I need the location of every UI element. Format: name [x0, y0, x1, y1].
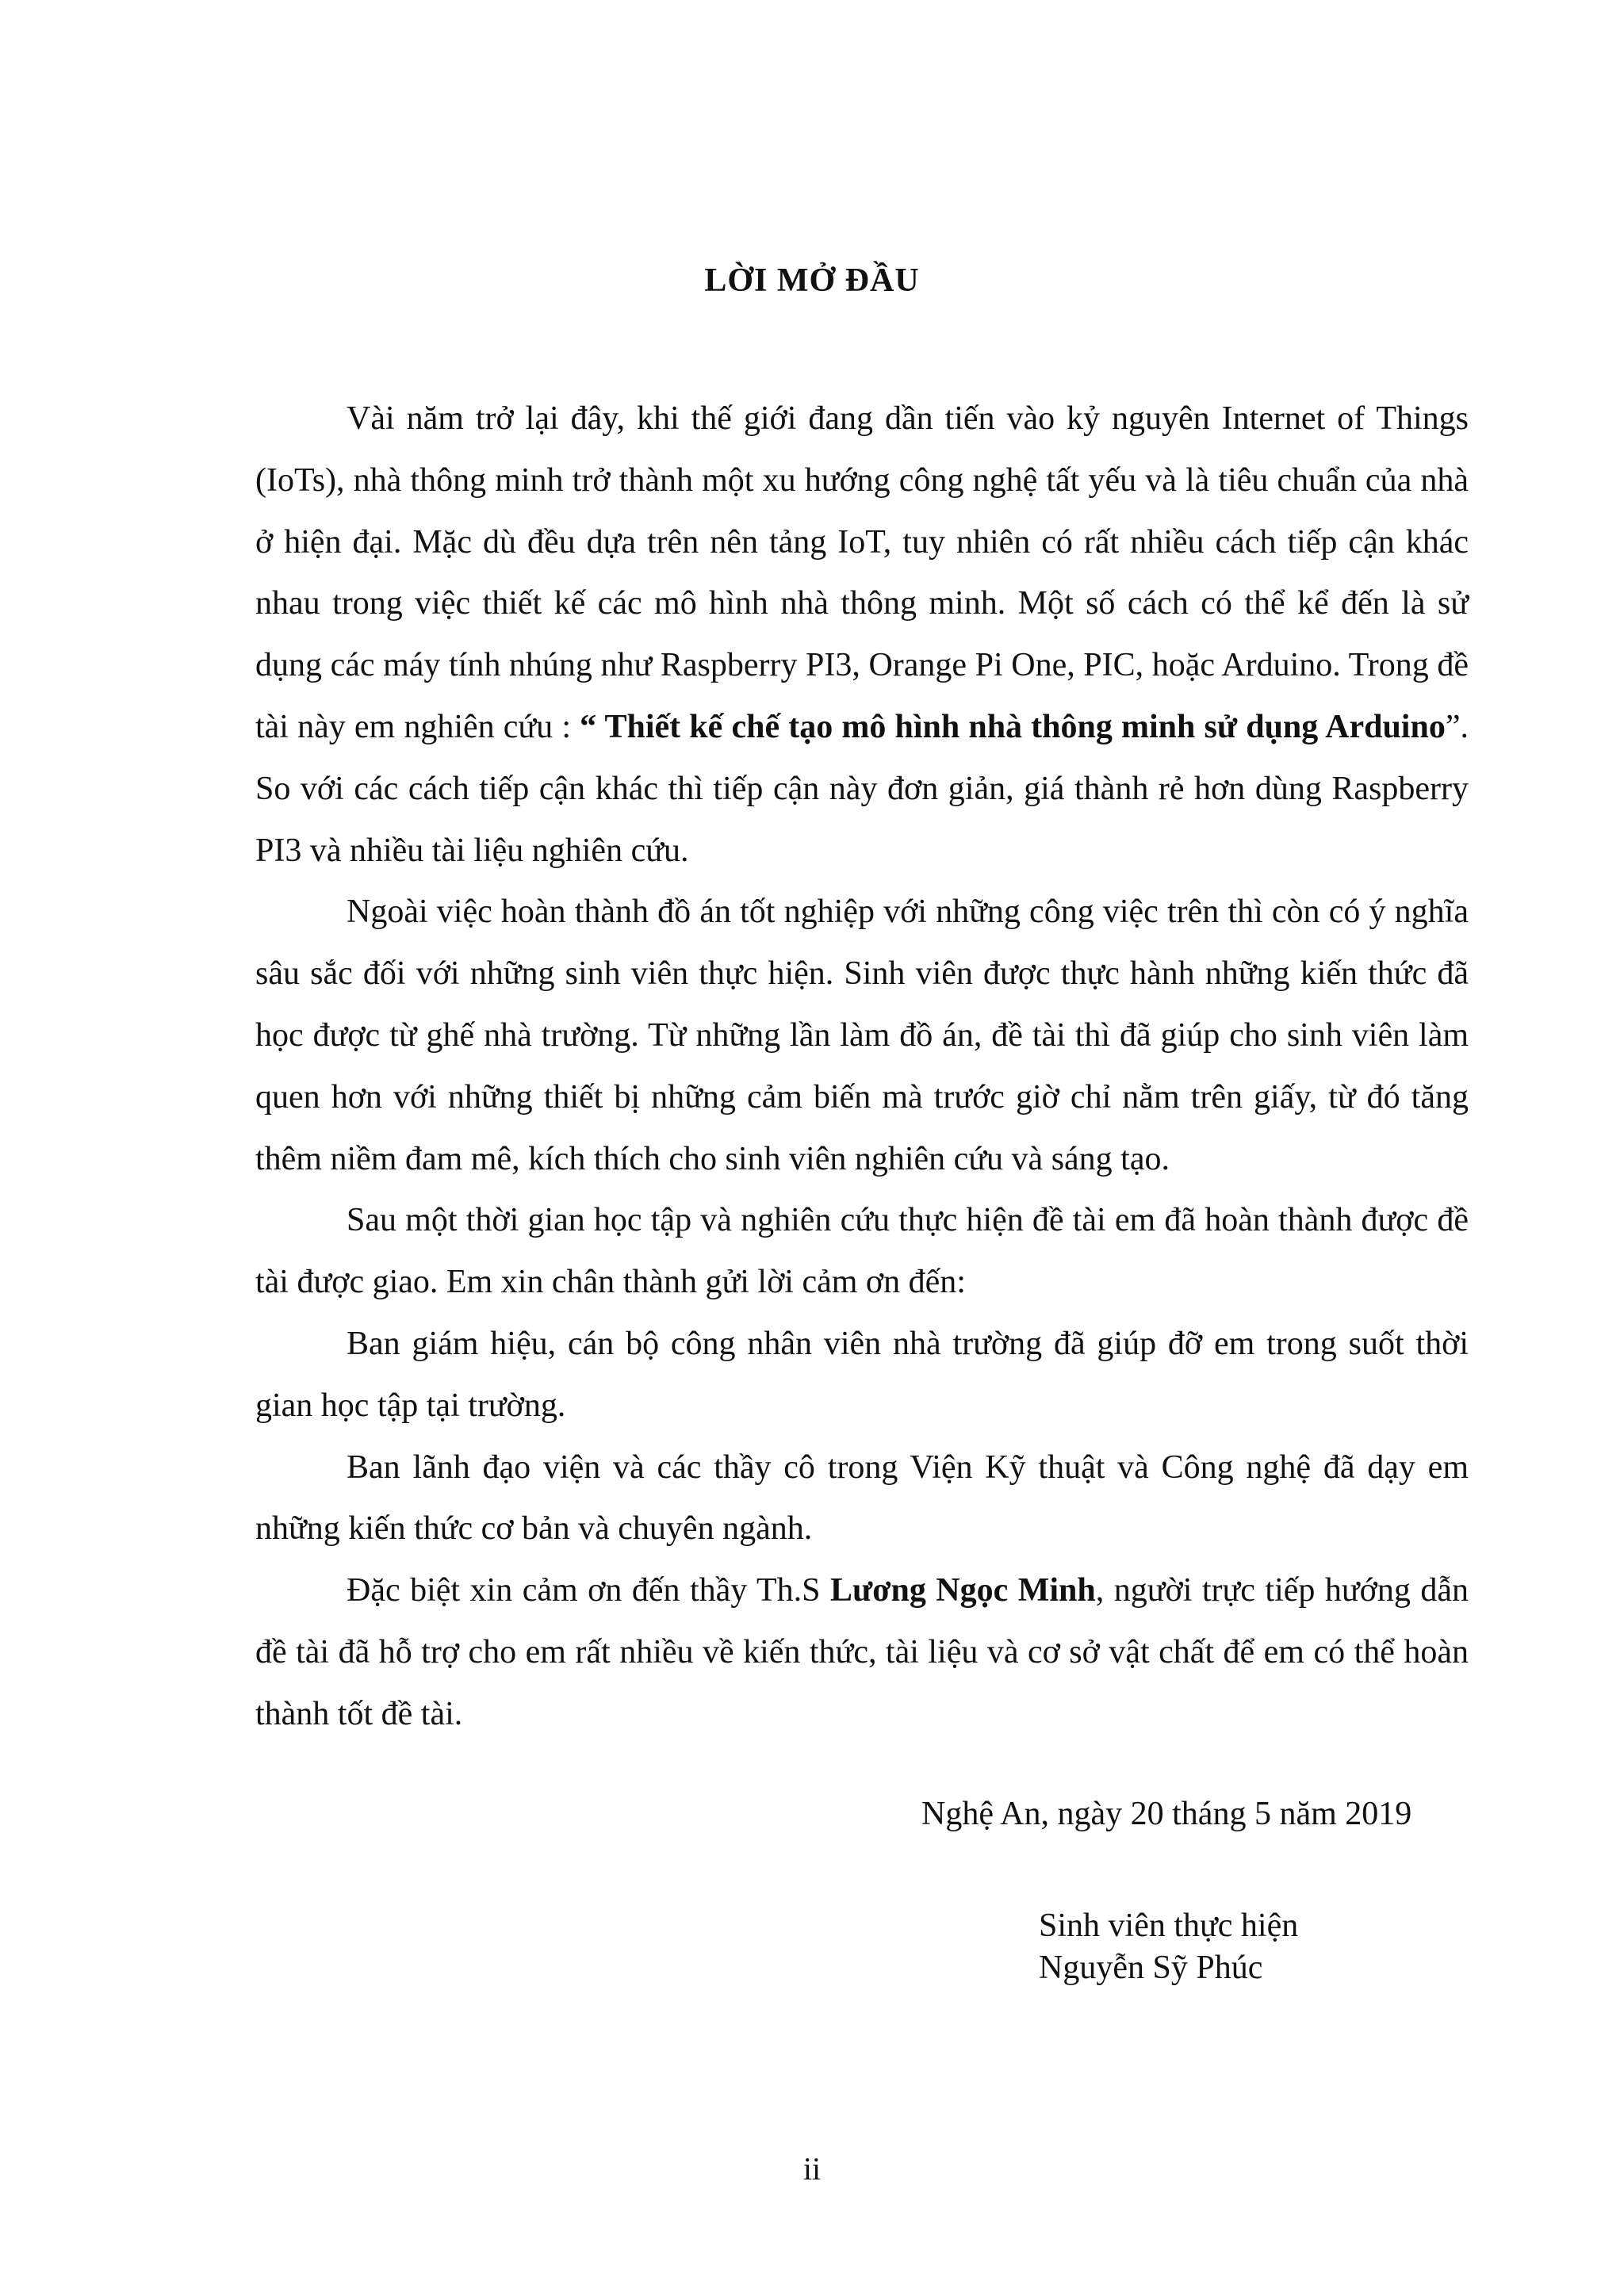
- paragraph-intro: [255, 388, 1469, 882]
- paragraph-thanks-intro: Sau một thời gian học tập và nghiên cứu thực hiện đề tài em đã hoàn thành được đề tài được giao. Em xin chân thành gửi lời cảm ơn đến:: [255, 1202, 1469, 1301]
- signer-role: Sinh viên thực hiện: [1039, 1908, 1299, 1944]
- paragraph-advisor-text-end: , người trực tiếp hướng dẫn đề tài đã hỗ trợ cho em rất nhiều về kiến thức, tài liệu và cơ sở vật chất để em có thể hoàn thành tốt đề tài.: [255, 1572, 1469, 1732]
- page-number: ii: [802, 2151, 822, 2187]
- signer-name: Nguyễn Sỹ Phúc: [1039, 1950, 1263, 1986]
- paragraph-intro-text-end: ”. So với các cách tiếp cận khác thì tiếp cận này đơn giản, giá thành rẻ hơn dùng Raspberry PI3 và nhiều tài liệu nghiên cứu.: [255, 708, 1469, 869]
- thesis-title-bold: “ Thiết kế chế tạo mô hình nhà thông minh sử dụng Arduino: [580, 708, 1446, 745]
- paragraph-thanks-school: Ban giám hiệu, cán bộ công nhân viên nhà trường đã giúp đỡ em trong suốt thời gian học tập tại trường.: [255, 1325, 1469, 1424]
- paragraph-intro-text: Vài năm trở lại đây, khi thế giới đang dần tiến vào kỷ nguyên Internet of Things (IoTs), nhà thông minh trở thành một xu hướng công nghệ tất yếu và là tiêu chuẩn của nhà ở hiện đại. Mặc dù đều dựa trên nên tảng IoT, tuy nhiên có rất nhiều cách tiếp cận khác nhau trong việc thiết kế các mô hình nhà thông minh. Một số cách có thể kể đến là sử dụng các máy tính nhúng như Raspberry PI3, Orange Pi One, PIC, hoặc Arduino. Trong đề tài này em nghiên cứu :: [255, 400, 1469, 745]
- page-title: LỜI MỞ ĐẦU: [704, 262, 920, 299]
- advisor-name-bold: Lương Ngọc Minh: [829, 1572, 1096, 1609]
- paragraph-thanks-advisor: [255, 1560, 1469, 1745]
- place-date-line: Nghệ An, ngày 20 tháng 5 năm 2019: [921, 1796, 1412, 1832]
- paragraph-advisor-text: Đặc biệt xin cảm ơn đến thầy Th.S: [347, 1572, 830, 1609]
- paragraph-significance: Ngoài việc hoàn thành đồ án tốt nghiệp với những công việc trên thì còn có ý nghĩa sâu sắc đối với những sinh viên thực hiện. Sinh viên được thực hành những kiến thức đã học được từ ghế nhà trường. Từ những lần làm đồ án, đề tài thì đã giúp cho sinh viên làm quen hơn với những thiết bị những cảm biến mà trước giờ chỉ nằm trên giấy, từ đó tăng thêm niềm đam mê, kích thích cho sinh viên nghiên cứu và sáng tạo.: [255, 894, 1469, 1177]
- paragraph-thanks-institute: Ban lãnh đạo viện và các thầy cô trong Viện Kỹ thuật và Công nghệ đã dạy em những kiến thức cơ bản và chuyên ngành.: [255, 1448, 1469, 1548]
- body-text: [255, 388, 1469, 1746]
